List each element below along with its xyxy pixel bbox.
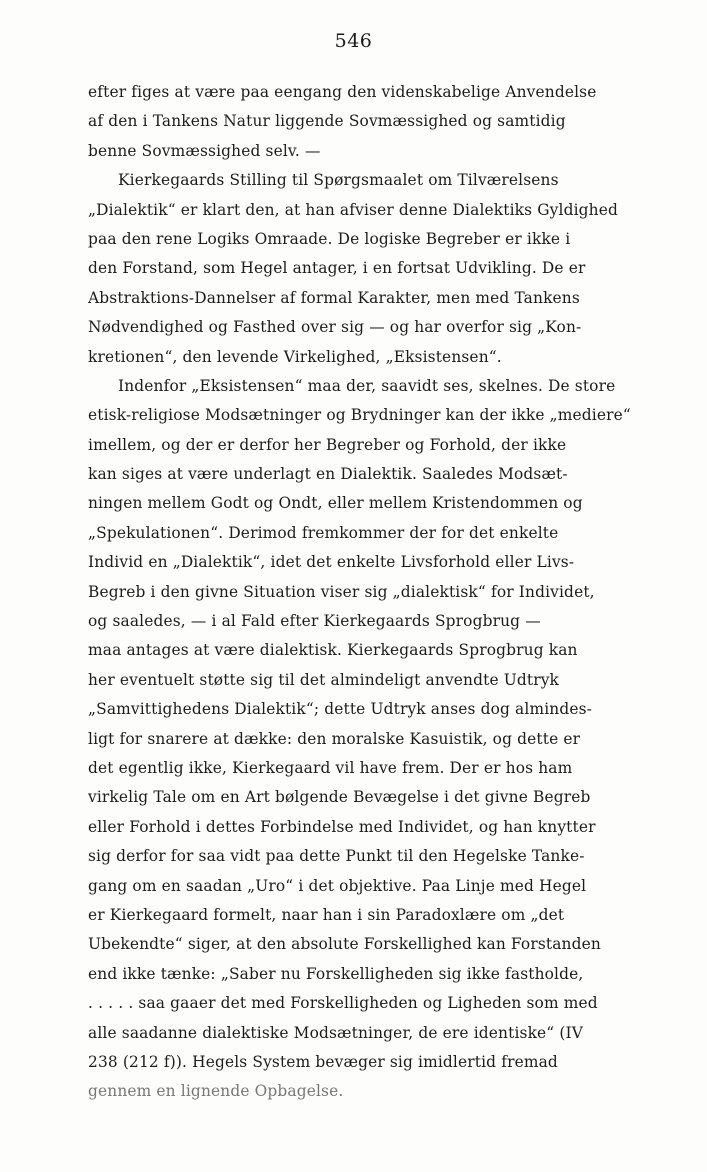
text-line: . . . . . saa gaaer det med Forskelligheden og Ligheden som med [88,994,598,1013]
text-line: af den i Tankens Natur liggende Sovmæssighed og samtidig [88,112,566,131]
body-text [88,78,658,1107]
text-line: Kierkegaards Stilling til Spørgsmaalet om Tilværelsens [118,171,559,190]
text-line: Abstraktions-Dannelser af formal Karakter, men med Tankens [88,288,580,307]
page-number: 546 [334,30,373,52]
text-line: maa antages at være dialektisk. Kierkegaards Sprogbrug kan [88,641,578,660]
text-line: er Kierkegaard formelt, naar han i sin Paradoxlære om „det [88,905,565,924]
text-line: „Samvittighedens Dialektik“; dette Udtryk anses dog almindes- [88,700,592,719]
text-line: kan siges at være underlagt en Dialektik. Saaledes Modsæt- [88,465,568,484]
text-line: „Spekulationen“. Derimod fremkommer der for det enkelte [88,523,559,542]
text-line: gang om en saadan „Uro“ i det objektive. Paa Linje med Hegel [88,876,587,895]
text-line: imellem, og der er derfor her Begreber og Forhold, der ikke [88,435,567,454]
text-line: efter figes at være paa eengang den videnskabelige Anvendelse [88,83,597,101]
text-line: 238 (212 f)). Hegels System bevæger sig imidlertid fremad [88,1052,558,1071]
text-line: „Dialektik“ er klart den, at han afviser denne Dialektiks Gyldighed [88,200,618,219]
text-line: alle saadanne dialektiske Modsætninger, de ere identiske“ (IV [88,1023,584,1042]
text-line: etisk-religiose Modsætninger og Brydninger kan der ikke „mediere“ [88,406,631,425]
text-line: eller Forhold i dettes Forbindelse med Individet, og han knytter [88,817,596,836]
text-line: ligt for snarere at dække: den moralske Kasuistik, og dette er [88,729,581,748]
text-line: end ikke tænke: „Saber nu Forskelligheden sig ikke fastholde, [88,964,584,983]
text-line: Begreb i den givne Situation viser sig „dialektisk“ for Individet, [88,582,595,601]
text-line: og saaledes, — i al Fald efter Kierkegaards Sprogbrug — [88,612,541,631]
text-line: gennem en lignende Opbagelse. [88,1082,344,1101]
text-line: her eventuelt støtte sig til det almindeligt anvendte Udtryk [88,670,560,689]
text-line: det egentlig ikke, Kierkegaard vil have frem. Der er hos ham [88,758,573,777]
text-line: sig derfor for saa vidt paa dette Punkt til den Hegelske Tanke- [88,847,585,866]
text-line: kretionen“, den levende Virkelighed, „Eksistensen“. [88,347,502,366]
text-line: ningen mellem Godt og Ondt, eller mellem Kristendommen og [88,494,583,513]
text-line: Ubekendte“ siger, at den absolute Forskellighed kan Forstanden [88,935,601,954]
text-line: paa den rene Logiks Omraade. De logiske Begreber er ikke i [88,229,571,248]
text-line: virkelig Tale om en Art bølgende Bevægelse i det givne Begreb [88,788,591,807]
text-line: benne Sovmæssighed selv. — [88,141,321,160]
text-line: den Forstand, som Hegel antager, i en fortsat Udvikling. De er [88,259,586,278]
text-line: Indenfor „Eksistensen“ maa der, saavidt ses, skelnes. De store [118,376,616,395]
text-line: Individ en „Dialektik“, idet det enkelte Livsforhold eller Livs- [88,553,575,572]
text-line: Nødvendighed og Fasthed over sig — og har overfor sig „Kon- [88,318,582,337]
